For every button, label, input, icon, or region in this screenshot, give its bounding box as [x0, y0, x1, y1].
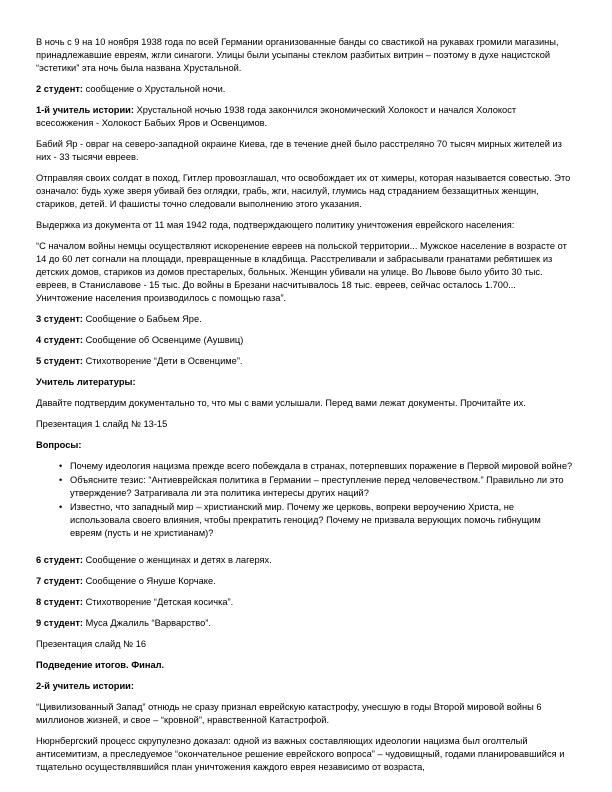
paragraph-document-intro: Выдержка из документа от 11 мая 1942 года, подтверждающего политику уничтожения еврейского населения:	[36, 220, 515, 230]
speaker-text: Сообщение о Бабьем Яре.	[82, 314, 202, 324]
student-6-line	[36, 554, 574, 567]
document-page	[36, 36, 574, 782]
history-teacher-1-line	[36, 104, 574, 130]
presentation-note-2: Презентация слайд № 16	[36, 639, 147, 649]
paragraph-civilized-west: “Цивилизованный Запад” отнюдь не сразу признал еврейскую катастрофу, унесшую в годы Второй мировой войны 6 миллионов жизней, и свое – “кровной”, нравственной Катастрофой.	[36, 702, 542, 725]
question-text: Почему идеология нацизма прежде всего побеждала в странах, потерпевших поражение в Первой мировой войне?	[70, 461, 573, 471]
speaker-label: 2 студент:	[36, 84, 83, 94]
paragraph-document-quote: “С началом войны немцы осуществляют искоренение евреев на польской территории... Мужское население в возрасте от 14 до 60 лет согнали на площади, превращенные в кладбища. Расстреливали и забрасывали гранатами ребятишек из детских домов, стариков из домов престарелых, больных. Женщин убивали на улице. Во Львове было убито 30 тыс. евреев, в Станиславове - 15 тыс. До войны в Брезани насчитывалось 18 тыс. евреев, сейчас осталось 1.700... Уничтожение населения производилось с помощью газа”.	[36, 241, 567, 303]
student-7-line	[36, 575, 574, 588]
speaker-label: 7 студент:	[36, 576, 83, 586]
literature-teacher-heading: Учитель литературы:	[36, 377, 136, 387]
paragraph-nuremberg: Нюрнбергский процесс скрупулезно доказал: одной из важных составляющих идеологии нацизма был оголтелый антисемитизм, а преследуемое “окончательное решение еврейского вопроса” – чудовищный, годами планировавшийся и тщательно осуществлявшийся план уничтожения каждого еврея независимо от возраста,	[36, 736, 565, 772]
presentation-note-1: Презентация 1 слайд № 13-15	[36, 419, 168, 429]
student-8-line	[36, 596, 574, 609]
paragraph-hitler: Отправляя своих солдат в поход, Гитлер провозглашал, что освобождает их от химеры, которая называется совестью. Это означало: будь хуже зверя убивай без оглядки, грабь, жги, насилуй, глумись над страданием беззащитных женщин, стариков, детей. И фашисты точно следовали выполнению этого указания.	[36, 173, 571, 209]
student-2-line	[36, 83, 574, 96]
history-teacher-2-heading: 2-й учитель истории:	[36, 681, 134, 691]
speaker-label: 4 студент:	[36, 335, 83, 345]
speaker-label: 6 студент:	[36, 555, 83, 565]
paragraph-kristallnacht: В ночь с 9 на 10 ноября 1938 года по всей Германии организованные банды со свастикой на рукавах громили магазины, принадлежавшие евреям, жгли синагоги. Улицы были усыпаны стеклом разбитых витрин – поэтому в духе нацистской “эстетики” эта ночь была названа Хрустальной.	[36, 37, 559, 73]
paragraph-documents: Давайте подтвердим документально то, что мы с вами услышали. Перед вами лежат документы. Прочитайте их.	[36, 398, 526, 408]
student-4-line	[36, 334, 574, 347]
questions-heading: Вопросы:	[36, 440, 82, 450]
student-9-line	[36, 617, 574, 630]
student-3-line	[36, 313, 574, 326]
student-5-line	[36, 355, 574, 368]
speaker-text: Муса Джалиль “Варварство”.	[82, 618, 211, 628]
speaker-text: сообщение о Хрустальной ночи.	[82, 84, 226, 94]
speaker-text: Сообщение о женщинах и детях в лагерях.	[82, 555, 272, 565]
question-text: Объясните тезис: “Антиеврейская политика в Германии – преступление перед человечеством.” Правильно ли это утверждение? Затрагивала ли эта политика интересы других наций?	[70, 475, 564, 498]
question-item	[36, 501, 574, 540]
question-text: Известно, что западный мир – христианский мир. Почему же церковь, вопреки вероучению Христа, не использовала своего влияния, чтобы прекратить геноцид? Почему не призвала верующих помочь гибнущим евреям (пусть и не христианам)?	[70, 502, 541, 538]
speaker-label: 8 студент:	[36, 597, 83, 607]
speaker-text: Стихотворение “Детская косичка”.	[82, 597, 234, 607]
speaker-text: Сообщение о Януше Корчаке.	[82, 576, 216, 586]
bullet-icon: •	[59, 461, 63, 471]
speaker-text: Хрустальной ночью 1938 года закончился экономический Холокост и начался Холокост всесожжения - Холокост Бабьих Яров и Освенцимов.	[36, 105, 517, 128]
speaker-label: 1-й учитель истории:	[36, 105, 134, 115]
question-item	[36, 460, 574, 473]
speaker-label: 3 студент:	[36, 314, 83, 324]
bullet-icon: •	[59, 475, 63, 485]
speaker-label: 5 студент:	[36, 356, 83, 366]
question-item	[36, 474, 574, 500]
bullet-icon: •	[59, 502, 63, 512]
speaker-text: Сообщение об Освенциме (Аушвиц)	[82, 335, 244, 345]
paragraph-babiy-yar: Бабий Яр - овраг на северо-западной окраине Киева, где в течение дней было расстреляно 70 тысяч мирных жителей из них - 33 тысячи евреев.	[36, 139, 562, 162]
speaker-label: 9 студент:	[36, 618, 83, 628]
summary-heading: Подведение итогов. Финал.	[36, 660, 165, 670]
questions-list	[36, 460, 574, 540]
speaker-text: Стихотворение “Дети в Освенциме”.	[82, 356, 243, 366]
